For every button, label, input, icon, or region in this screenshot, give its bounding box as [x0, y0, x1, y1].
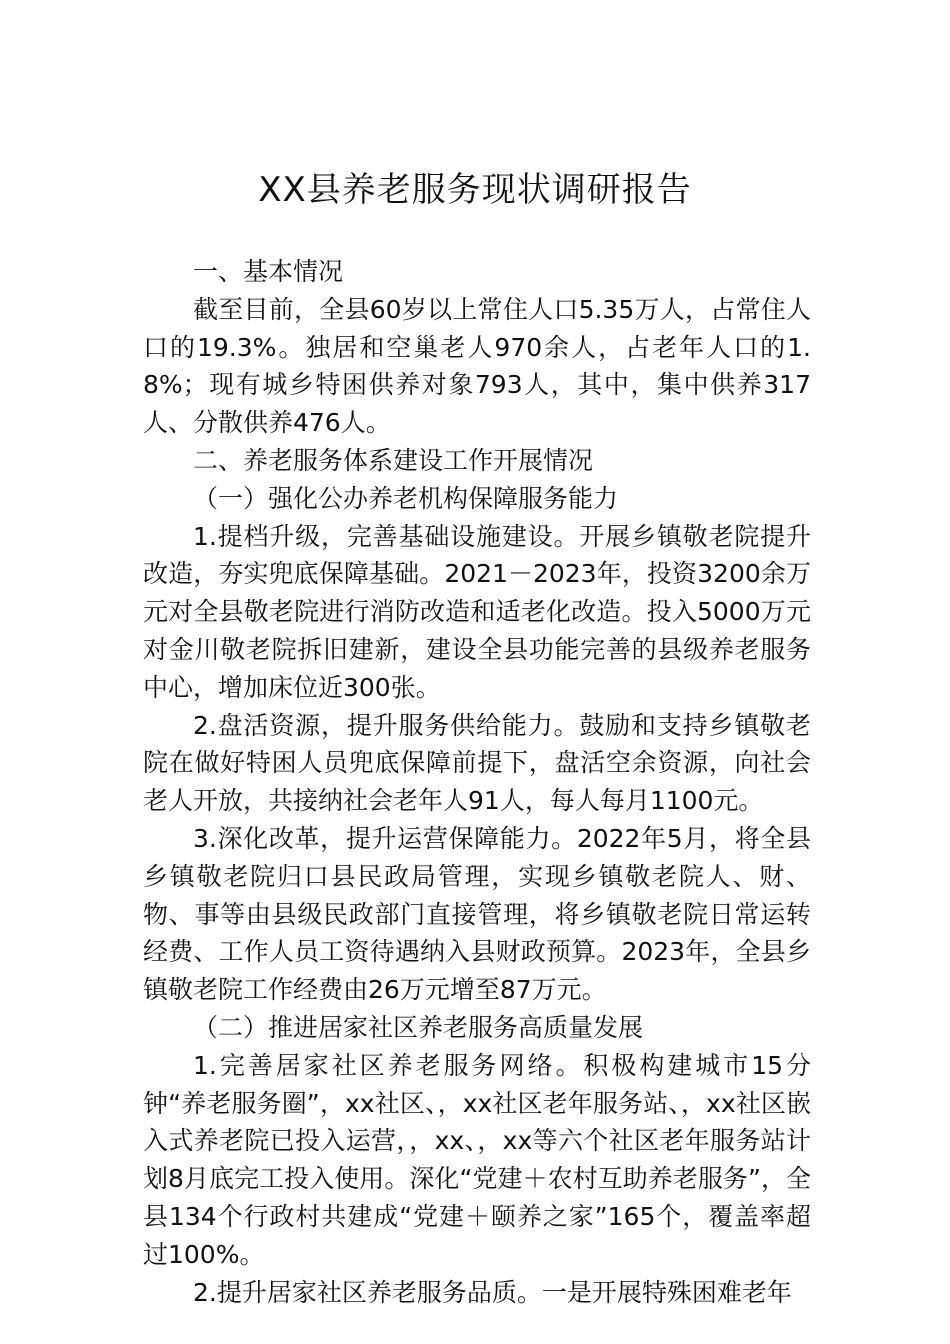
document-body	[143, 253, 811, 1311]
paragraph-upgrade: 1.提档升级，完善基础设施建设。开展乡镇敬老院提升改造，夯实兜底保障基础。2021－2023年，投资3200余万元对全县敬老院进行消防改造和适老化改造。投入5000万元对金川敬老院拆旧建新，建设全县功能完善的县级养老服务中心，增加床位近300张。	[143, 521, 811, 702]
paragraph-community-network: 1.完善居家社区养老服务网络。积极构建城市15分钟“养老服务圈”，xx社区、，xx社区老年服务站、，xx社区嵌入式养老院已投入运营，，xx、，xx等六个社区老年服务站计划8月底完工投入使用。深化“党建＋农村互助养老服务”，全县134个行政村共建成“党建＋颐养之家”165个，覆盖率超过100%。	[143, 1050, 811, 1269]
section-heading-basic: 一、基本情况	[193, 257, 344, 286]
document-title: XX县养老服务现状调研报告	[258, 170, 692, 210]
paragraph-service-quality: 2.提升居家社区养老服务品质。一是开展特殊困难老年	[193, 1277, 792, 1307]
paragraph-deepen-reform: 3.深化改革，提升运营保障能力。2022年5月，将全县乡镇敬老院归口县民政局管理，实现乡镇敬老院人、财、物、事等由县级民政部门直接管理，将乡镇敬老院日常运转经费、工作人员工资待遇纳入县财政预算。2023年，全县乡镇敬老院工作经费由26万元增至87万元。	[143, 823, 811, 1005]
subsection-heading-public-institutions: （一）强化公办养老机构保障服务能力	[193, 483, 619, 513]
section-heading-system-building: 二、养老服务体系建设工作开展情况	[193, 445, 594, 475]
paragraph-basic-situation: 截至目前，全县60岁以上常住人口5.35万人，占常住人口的19.3%。独居和空巢老人970余人，占老年人口的1.8%；现有城乡特困供养对象793人，其中，集中供养317人、分散供养476人。	[143, 294, 811, 438]
paragraph-revitalize-resources: 2.盘活资源，提升服务供给能力。鼓励和支持乡镇敬老院在做好特困人员兜底保障前提下，盘活空余资源，向社会老人开放，共接纳社会老年人91人，每人每月1100元。	[143, 710, 811, 816]
subsection-heading-community-care: （二）推进居家社区养老服务高质量发展	[193, 1012, 644, 1042]
